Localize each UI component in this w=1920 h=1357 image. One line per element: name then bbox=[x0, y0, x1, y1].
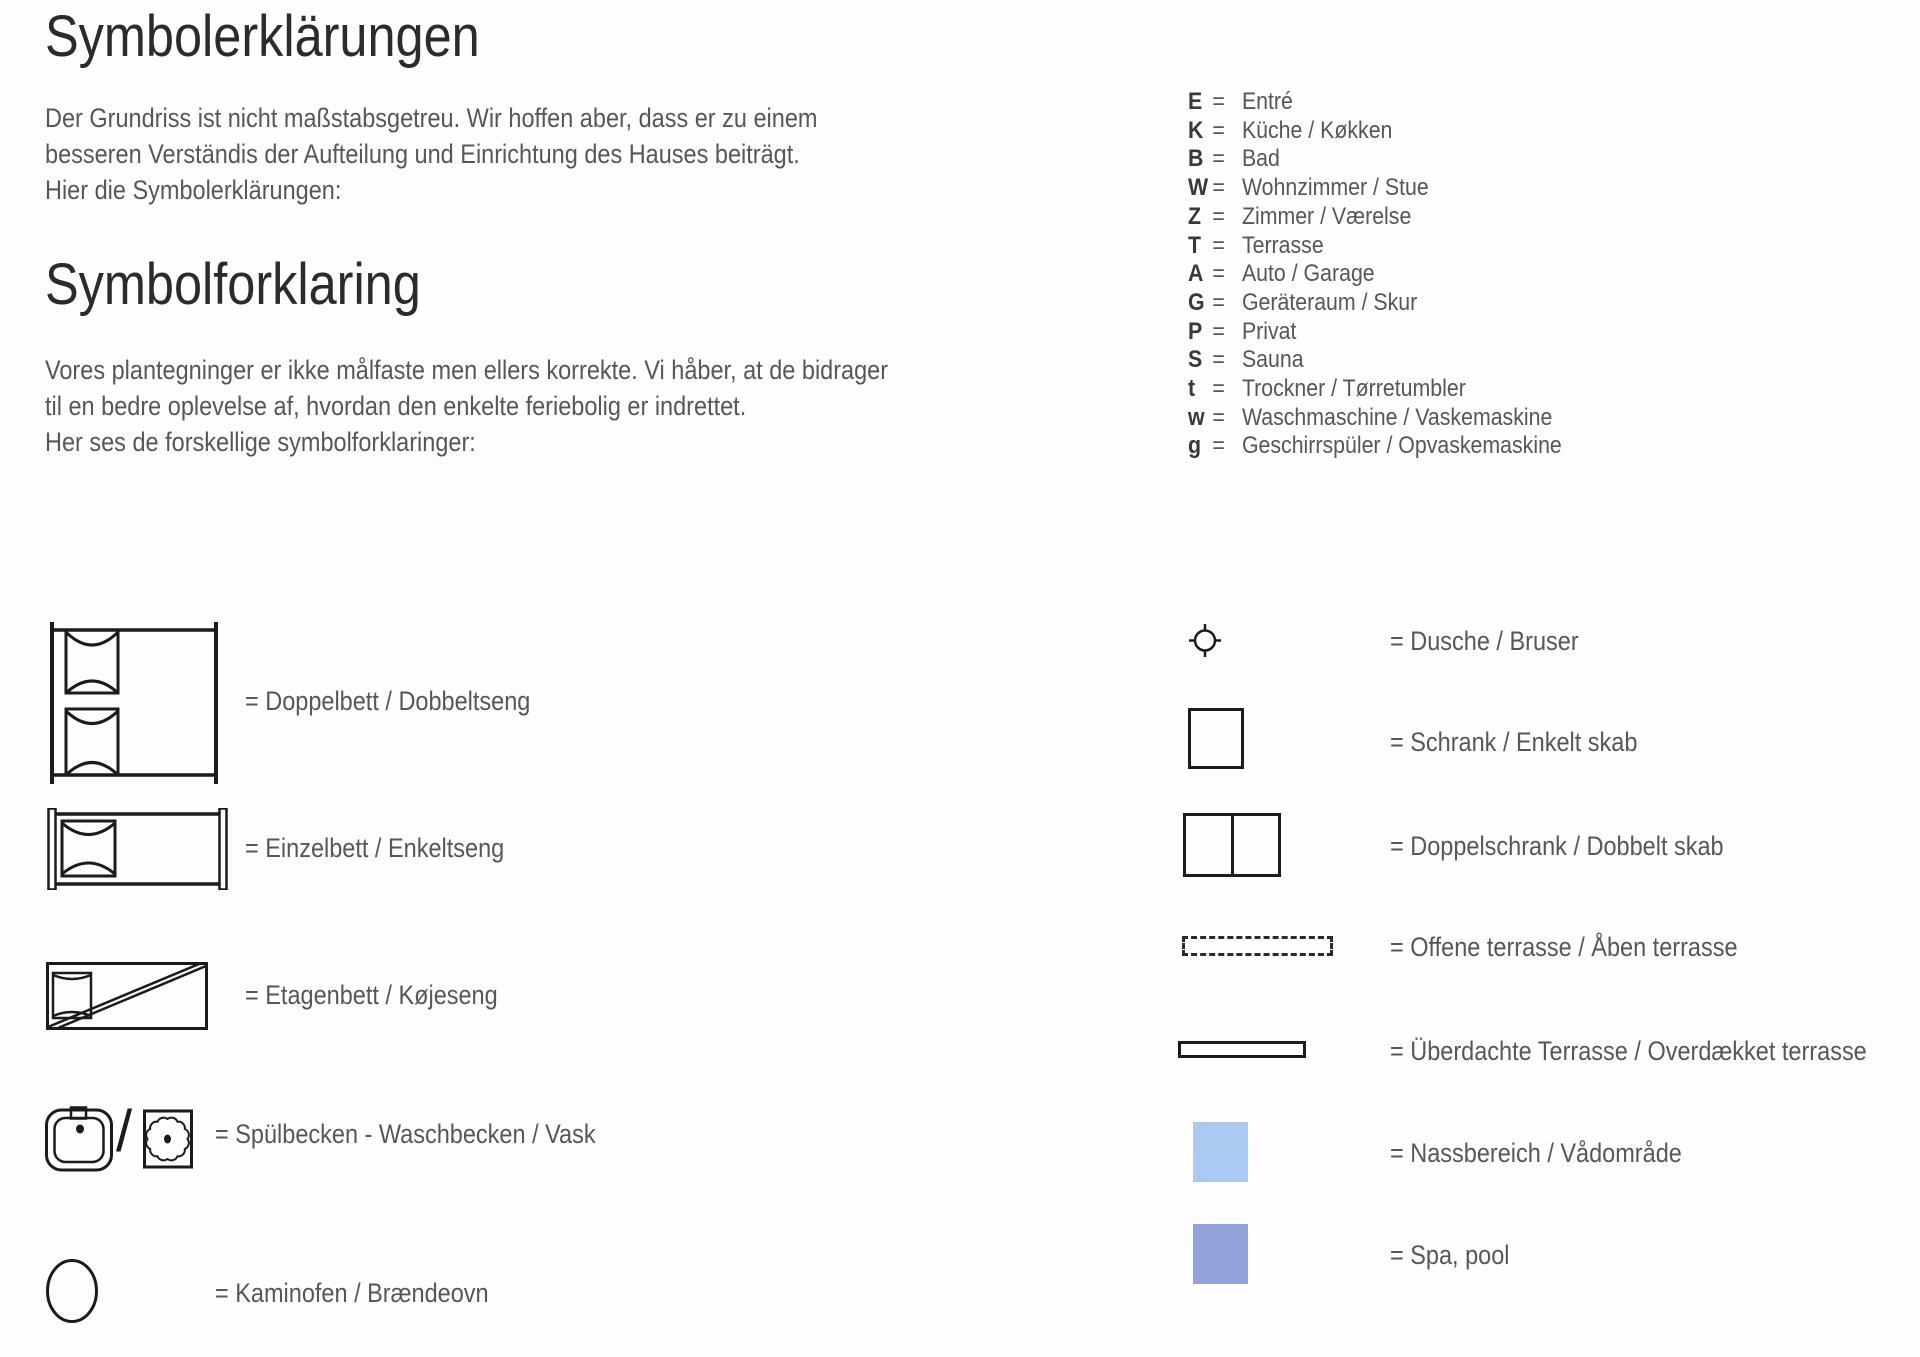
room-code-key: W bbox=[1188, 174, 1209, 202]
room-code-key: E bbox=[1188, 88, 1203, 115]
double-bed-label: = Doppelbett / Dobbeltseng bbox=[245, 686, 531, 716]
intro-german-line: Hier die Symbolerklärungen: bbox=[45, 175, 342, 205]
room-code-value: Waschmaschine / Vaskemaskine bbox=[1241, 403, 1553, 431]
equals-sign: = bbox=[1212, 145, 1225, 173]
covered-terrace-label: = Überdachte Terrasse / Overdækket terrasse bbox=[1390, 1036, 1867, 1066]
spa-pool-label: = Spa, pool bbox=[1390, 1240, 1510, 1270]
sink-label: = Spülbecken - Waschbecken / Vask bbox=[215, 1119, 596, 1149]
room-code-value: Geschirrspüler / Opvaskemaskine bbox=[1241, 432, 1562, 460]
room-code-value: Sauna bbox=[1241, 346, 1304, 374]
page-title-danish: Symbolforklaring bbox=[45, 252, 421, 317]
room-code-row bbox=[1188, 232, 1562, 261]
room-code-key: g bbox=[1188, 432, 1202, 460]
single-cabinet-icon bbox=[1188, 708, 1244, 769]
double-cabinet-left-cell bbox=[1186, 816, 1234, 874]
room-code-key: G bbox=[1188, 288, 1205, 316]
intro-danish-line: Vores plantegninger er ikke målfaste men ellers korrekte. Vi håber, at de bidrager bbox=[45, 355, 889, 385]
room-code-key: K bbox=[1188, 116, 1204, 144]
room-code-key: A bbox=[1188, 260, 1204, 288]
room-code-row bbox=[1188, 432, 1562, 461]
equals-sign: = bbox=[1212, 346, 1225, 374]
room-code-key: Z bbox=[1188, 202, 1202, 230]
single-bed-icon bbox=[45, 808, 230, 895]
intro-german-line: besseren Verständis der Aufteilung und Einrichtung des Hauses beiträgt. bbox=[45, 139, 800, 169]
room-code-key: P bbox=[1188, 317, 1203, 345]
intro-danish-line: til en bedre oplevelse af, hvordan den enkelte feriebolig er indrettet. bbox=[45, 391, 747, 421]
wet-area-swatch bbox=[1193, 1122, 1248, 1182]
room-code-value: Bad bbox=[1241, 145, 1280, 173]
equals-sign: = bbox=[1212, 174, 1225, 202]
equals-sign: = bbox=[1212, 288, 1225, 316]
open-terrace-icon bbox=[1182, 936, 1333, 956]
double-cabinet-label: = Doppelschrank / Dobbelt skab bbox=[1390, 831, 1724, 861]
room-code-value: Terrasse bbox=[1241, 231, 1324, 259]
equals-sign: = bbox=[1212, 231, 1225, 259]
single-cabinet-label: = Schrank / Enkelt skab bbox=[1390, 727, 1638, 757]
kitchen-sink-icon bbox=[45, 1106, 113, 1177]
room-code-row bbox=[1188, 174, 1562, 203]
slash-separator: / bbox=[116, 1099, 133, 1164]
room-code-row bbox=[1188, 203, 1562, 232]
equals-sign: = bbox=[1212, 375, 1225, 403]
wet-area-label: = Nassbereich / Vådområde bbox=[1390, 1138, 1682, 1168]
shower-label: = Dusche / Bruser bbox=[1390, 626, 1579, 656]
equals-sign: = bbox=[1212, 260, 1225, 288]
room-code-value: Auto / Garage bbox=[1241, 260, 1375, 288]
room-code-key: w bbox=[1188, 403, 1205, 431]
room-code-row bbox=[1188, 260, 1562, 289]
room-code-row bbox=[1188, 289, 1562, 318]
room-code-value: Entré bbox=[1241, 88, 1293, 115]
equals-sign: = bbox=[1212, 202, 1225, 230]
wood-stove-icon bbox=[45, 1258, 99, 1329]
equals-sign: = bbox=[1212, 116, 1225, 144]
spa-pool-swatch bbox=[1193, 1224, 1248, 1284]
intro-german bbox=[45, 100, 817, 208]
bunk-bed-icon bbox=[46, 962, 208, 1035]
washbasin-icon bbox=[143, 1108, 193, 1175]
room-code-key: S bbox=[1188, 346, 1203, 374]
room-code-row bbox=[1188, 404, 1562, 433]
page-title-german: Symbolerklärungen bbox=[45, 4, 480, 69]
shower-icon bbox=[1187, 622, 1223, 664]
room-code-row bbox=[1188, 375, 1562, 404]
open-terrace-label: = Offene terrasse / Åben terrasse bbox=[1390, 932, 1738, 962]
room-code-value: Trockner / Tørretumbler bbox=[1241, 375, 1466, 403]
room-code-row bbox=[1188, 117, 1562, 146]
room-code-key: t bbox=[1188, 375, 1196, 403]
intro-danish-line: Her ses de forskellige symbolforklaringer: bbox=[45, 427, 476, 457]
bunk-bed-label: = Etagenbett / Køjeseng bbox=[245, 980, 498, 1010]
room-code-value: Privat bbox=[1241, 317, 1297, 345]
room-code-row bbox=[1188, 346, 1562, 375]
single-bed-label: = Einzelbett / Enkeltseng bbox=[245, 833, 505, 863]
room-code-key: B bbox=[1188, 145, 1204, 173]
room-code-value: Geräteraum / Skur bbox=[1241, 288, 1418, 316]
intro-german-line: Der Grundriss ist nicht maßstabsgetreu. Wir hoffen aber, dass er zu einem bbox=[45, 103, 818, 133]
double-cabinet-icon bbox=[1183, 813, 1281, 877]
room-code-value: Zimmer / Værelse bbox=[1241, 202, 1412, 230]
equals-sign: = bbox=[1212, 317, 1225, 345]
wood-stove-label: = Kaminofen / Brændeovn bbox=[215, 1278, 489, 1308]
double-cabinet-right-cell bbox=[1234, 816, 1279, 874]
room-code-key: T bbox=[1188, 231, 1202, 259]
covered-terrace-icon bbox=[1178, 1041, 1306, 1058]
room-code-row bbox=[1188, 145, 1562, 174]
equals-sign: = bbox=[1212, 88, 1225, 115]
intro-danish bbox=[45, 352, 888, 460]
equals-sign: = bbox=[1212, 403, 1225, 431]
room-code-row bbox=[1188, 88, 1562, 117]
room-code-list bbox=[1188, 88, 1562, 461]
room-code-value: Küche / Køkken bbox=[1241, 116, 1393, 144]
double-bed-icon bbox=[45, 622, 223, 789]
room-code-row bbox=[1188, 318, 1562, 347]
equals-sign: = bbox=[1212, 432, 1225, 460]
room-code-value: Wohnzimmer / Stue bbox=[1241, 174, 1429, 202]
